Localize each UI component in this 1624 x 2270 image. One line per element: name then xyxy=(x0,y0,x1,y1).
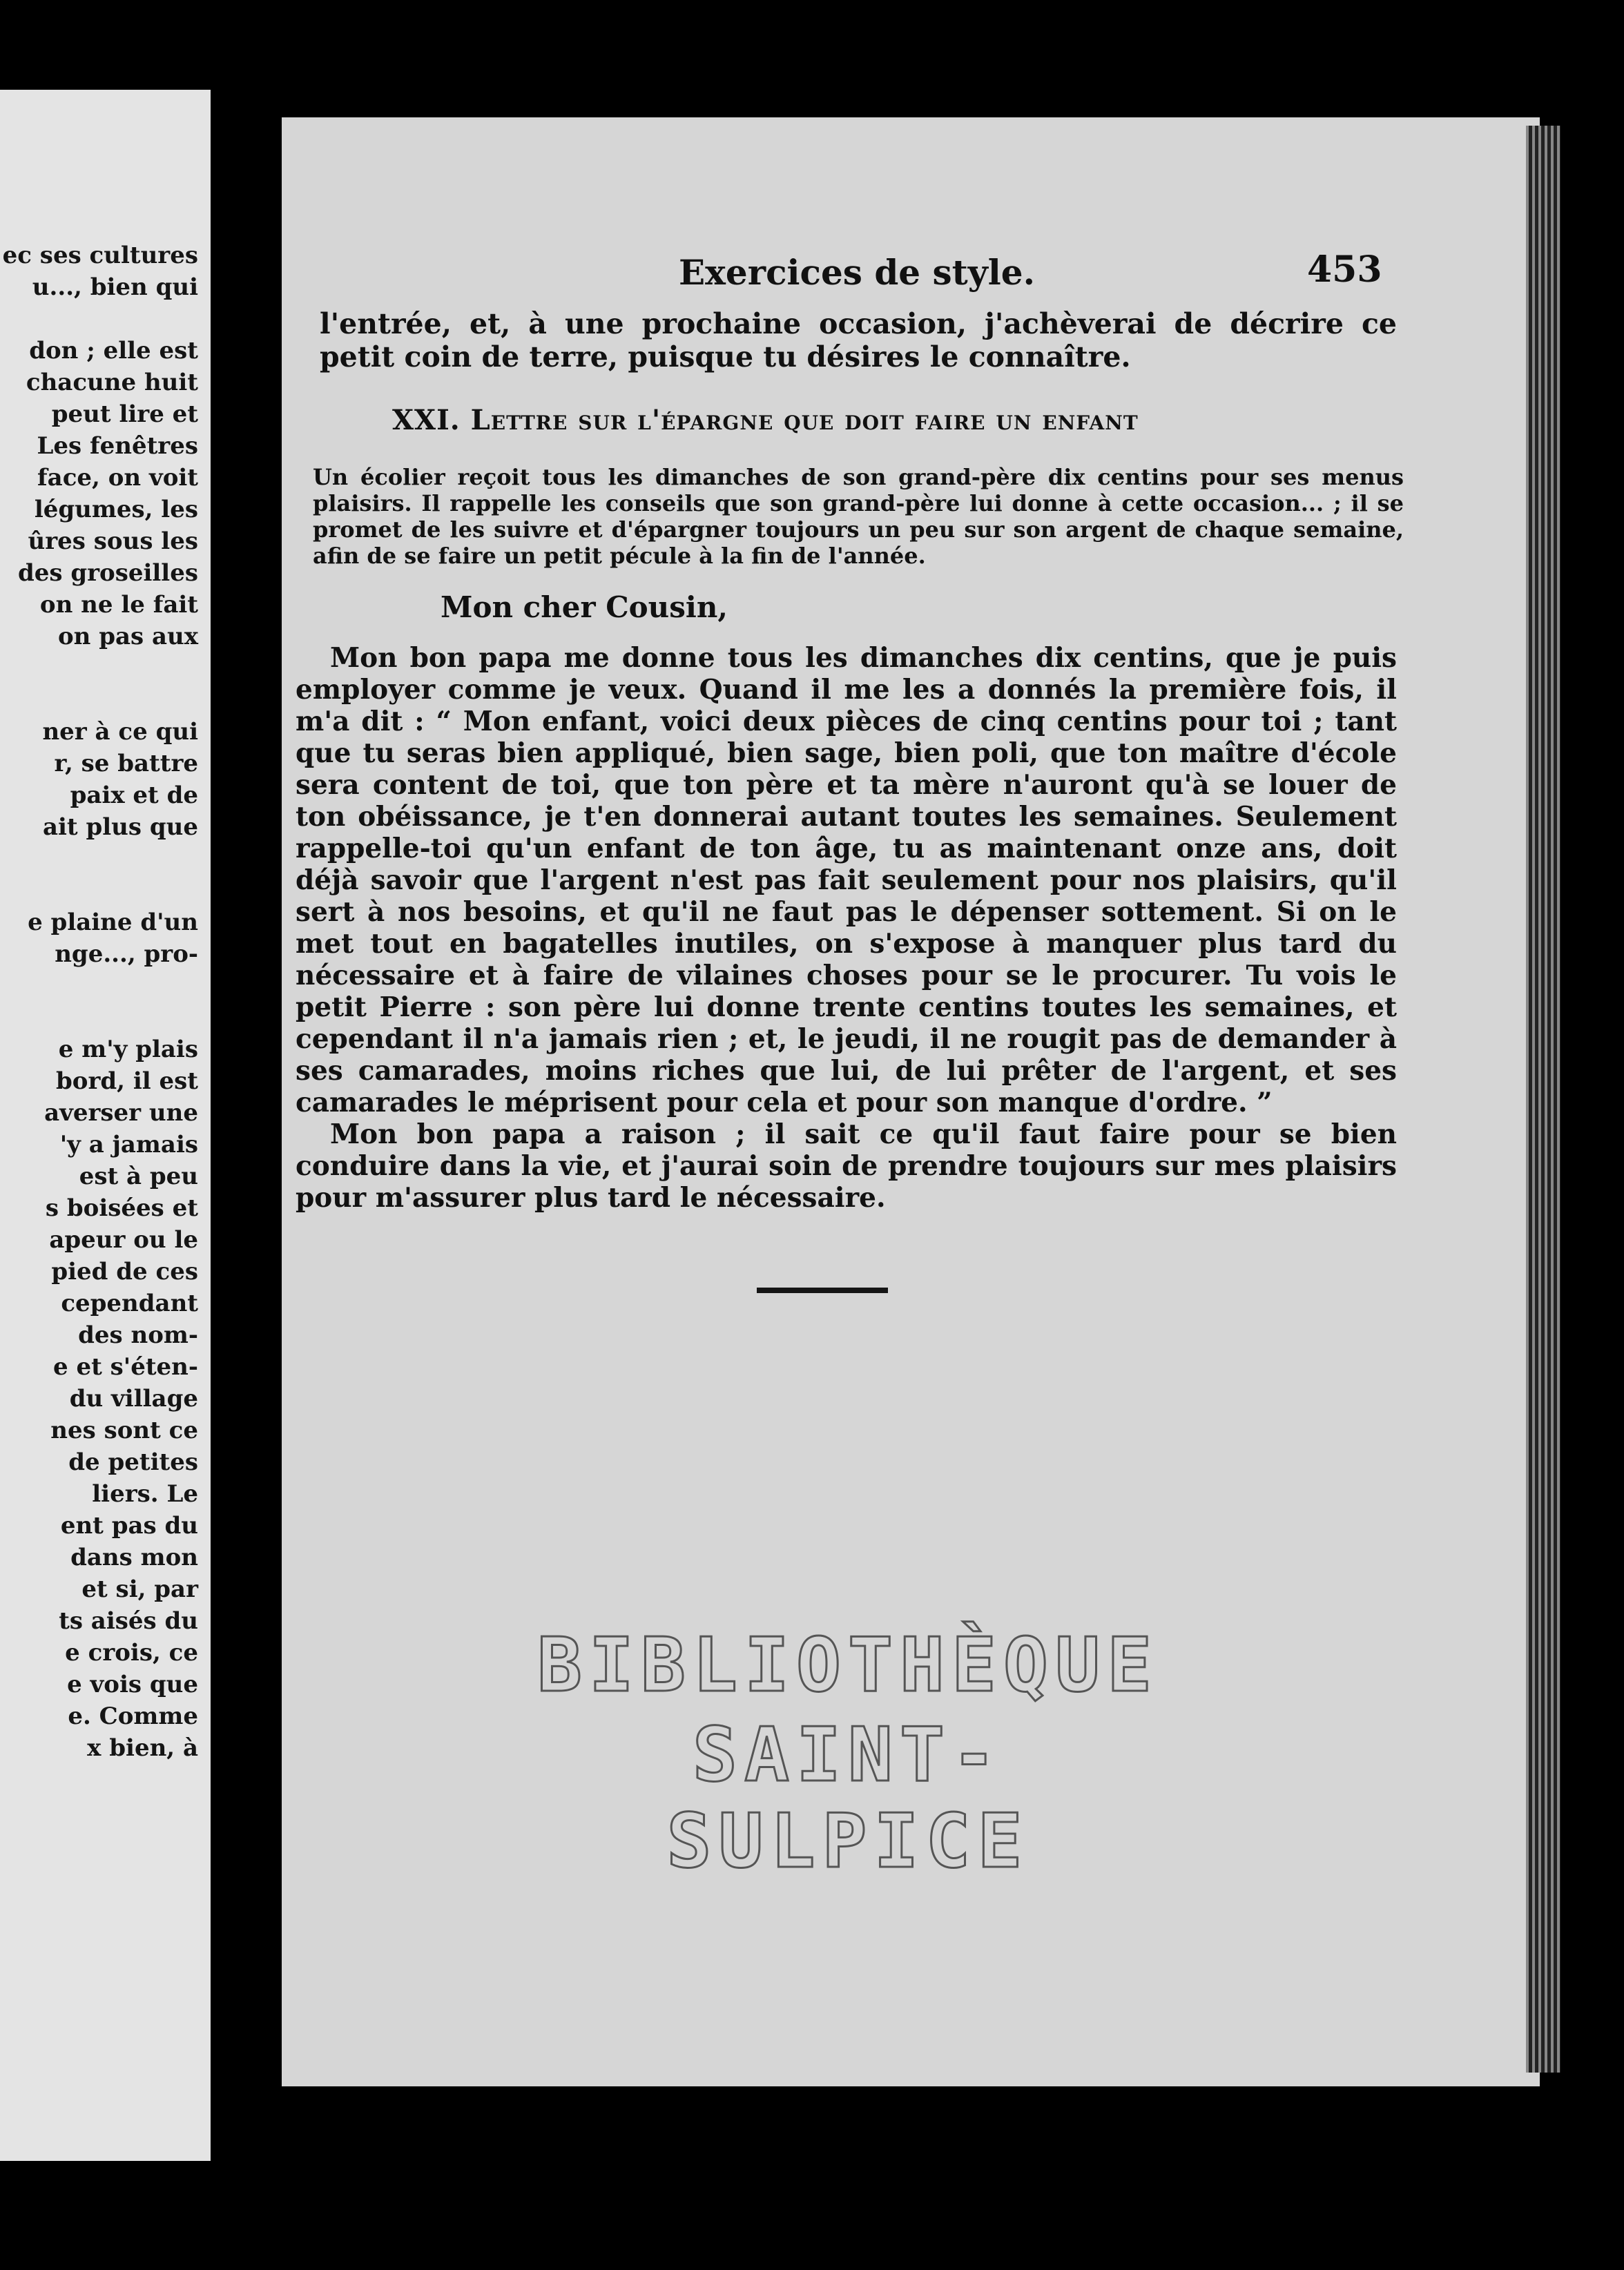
left-page-line: ts aisés du xyxy=(59,1607,198,1635)
left-page-line: e vois que xyxy=(67,1671,198,1698)
left-page-line: et si, par xyxy=(81,1575,198,1603)
left-page-line: Les fenêtres xyxy=(37,432,198,460)
left-page-line: e et s'éten- xyxy=(53,1353,198,1381)
library-stamp-line-2: SAINT-SULPICE xyxy=(666,1712,1030,1885)
left-page-line: légumes, les xyxy=(34,496,198,523)
page-number: 453 xyxy=(1307,249,1382,291)
letter-salutation: Mon cher Cousin, xyxy=(441,590,728,624)
left-page-line: dans mon xyxy=(70,1544,198,1571)
library-stamp-line-1: BIBLIOTHÈQUE xyxy=(536,1622,1159,1709)
left-page-line: est à peu xyxy=(79,1163,198,1190)
letter-paragraph-1: Mon bon papa me donne tous les dimanches dix centins, que je puis employer comme je veux. Quand il me les a donnés la première fois, il m'a dit : “ Mon enfant, voici deux pièces de cinq centins pour toi ; tant que tu seras bien appliqué, bien sage, bien poli, que ton maître d'école sera content de toi, que ton père et ta mère n'auront qu'à se louer de ton obéissance, je t'en donnerai autant toutes les semaines. Seulement rappelle-toi qu'un enfant de ton âge, tu as maintenant onze ans, doit déjà savoir que l'argent n'est pas fait seulement pour nos plaisirs, qu'il sert à nos besoins, et qu'il ne faut pas le dépenser sottement. Si on le met tout en bagatelles inutiles, on s'expose à manquer plus tard du nécessaire et à faire de vilaines choses pour se le procurer. Tu vois le petit Pierre : son père lui donne trente centins toutes les semaines, et cependant il n'a jamais rien ; et, le jeudi, il ne rougit pas de demander à ses camarades, moins riches que lui, de lui prêter de l'argent, et ses camarades le méprisent pour cela et pour son manque d'ordre. ” xyxy=(296,642,1397,1118)
letter-body xyxy=(296,642,1397,1214)
left-page-line: ûres sous les xyxy=(28,527,198,555)
left-page-line: des groseilles xyxy=(17,559,198,587)
left-page-line: nes sont ce xyxy=(50,1417,198,1444)
page-edge xyxy=(1526,126,1560,2073)
left-page-line: averser une xyxy=(44,1099,198,1127)
end-rule xyxy=(757,1288,888,1293)
left-page-line: face, on voit xyxy=(37,464,198,492)
left-page-line: on pas aux xyxy=(57,623,198,650)
left-page-line: liers. Le xyxy=(92,1480,198,1508)
letter-paragraph-2: Mon bon papa a raison ; il sait ce qu'il faut faire pour se bien conduire dans la vie, et j'aurai soin de prendre toujours sur mes plaisirs pour m'assurer plus tard le nécessaire. xyxy=(296,1118,1397,1214)
left-page-line: bord, il est xyxy=(56,1067,198,1095)
left-page-fragment xyxy=(0,90,211,2161)
left-page-line: ner à ce qui xyxy=(42,718,198,746)
left-page-line: r, se battre xyxy=(54,750,198,777)
left-page-line: du village xyxy=(69,1385,198,1413)
left-page-line: e crois, ce xyxy=(65,1639,198,1667)
left-page-line: e. Comme xyxy=(68,1702,198,1730)
left-page-line: nge..., pro- xyxy=(55,940,198,968)
left-page-line: e plaine d'un xyxy=(28,909,198,936)
left-page-line: paix et de xyxy=(70,782,198,809)
left-page-line: e m'y plais xyxy=(58,1036,198,1063)
left-page-line: cependant xyxy=(61,1290,198,1317)
left-page-line: s boisées et xyxy=(45,1194,198,1222)
left-page-line: peut lire et xyxy=(51,400,198,428)
left-page-line: 'y a jamais xyxy=(59,1131,198,1158)
running-head: Exercices de style. xyxy=(679,252,1036,293)
left-page-line: ec ses cultures xyxy=(2,242,198,269)
left-page-line: ait plus que xyxy=(42,813,198,841)
chapter-heading: XXI. Lettre sur l'épargne que doit faire un enfant xyxy=(392,404,1139,436)
left-page-line: de petites xyxy=(68,1448,198,1476)
left-page-line: des nom- xyxy=(78,1321,198,1349)
left-page-line: on ne le fait xyxy=(39,591,198,619)
left-page-line: apeur ou le xyxy=(49,1226,198,1254)
chapter-summary: Un écolier reçoit tous les dimanches de son grand-père dix centins pour ses menus plaisirs. Il rappelle les conseils que son grand-père lui donne à cette occasion... ; il se promet de les suivre et d'épargner toujours un peu sur son argent de chaque semaine, afin de se faire un petit pécule à la fin de l'année. xyxy=(313,464,1404,569)
left-page-line: don ; elle est xyxy=(29,337,198,365)
left-page-line: pied de ces xyxy=(51,1258,198,1286)
intro-paragraph: l'entrée, et, à une prochaine occasion, j'achèverai de décrire ce petit coin de terre, puisque tu désires le connaître. xyxy=(320,307,1397,374)
main-page xyxy=(282,117,1540,2086)
left-page-line: ent pas du xyxy=(60,1512,198,1540)
left-page-line: x bien, à xyxy=(87,1734,198,1762)
left-page-line: chacune huit xyxy=(26,369,198,396)
left-page-line: u..., bien qui xyxy=(32,273,198,301)
